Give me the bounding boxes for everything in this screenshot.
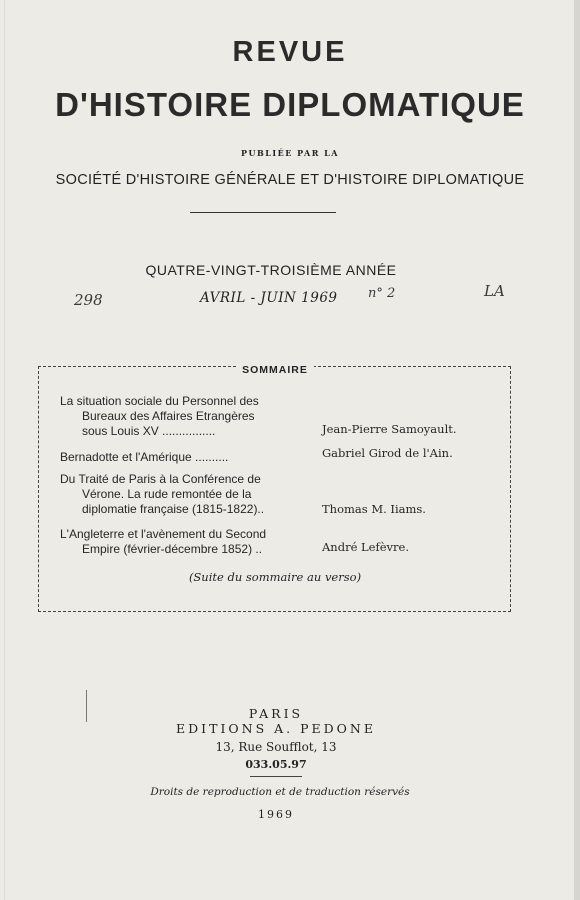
issue-date: AVRIL - JUIN 1969 [200,290,338,306]
rights-notice: Droits de reproduction et de traduction réservés [150,786,410,798]
handwritten-number: 298 [74,291,103,309]
header-rule [190,212,336,213]
toc-author-1: Jean-Pierre Samoyault. [322,422,457,436]
toc-label [0,358,550,377]
footer-rule [250,776,302,777]
toc-entry-line: La situation sociale du Personnel des [60,394,259,408]
volume-year: QUATRE-VINGT-TROISIÈME ANNÉE [145,262,397,278]
journal-title-line1: REVUE [232,36,348,68]
toc-entry-1 [60,394,259,439]
toc-entry-4 [60,527,266,557]
toc-entry-2 [60,450,228,465]
toc-entry-3 [60,472,264,517]
publisher-address: 13, Rue Soufflot, 13 [215,740,337,754]
publisher-city: PARIS [248,706,304,721]
journal-title-line2: D'HISTOIRE DIPLOMATIQUE [55,86,525,123]
published-by: PUBLIÉE PAR LA [240,148,339,158]
toc-author-2: Gabriel Girod de l'Ain. [322,446,453,460]
toc-entry-line: diplomatie française (1815-1822).. [82,502,265,516]
handwritten-issue-number: n° 2 [368,286,396,301]
toc-entry-line: Empire (février-décembre 1852) .. [82,542,263,556]
toc-continued-note: (Suite du sommaire au verso) [188,570,362,584]
society-name: SOCIÉTÉ D'HISTOIRE GÉNÉRALE ET D'HISTOIRE DIPLOMATIQUE [55,172,525,188]
toc-entry-line: L'Angleterre et l'avènement du Second [60,527,267,541]
toc-entry-line: Bureaux des Affaires Etrangères [82,409,255,423]
toc-entry-line: sous Louis XV ................ [82,424,216,438]
page-edge-shadow [574,0,580,900]
publisher-name: EDITIONS A. PEDONE [176,721,376,736]
toc-author-4: André Lefèvre. [322,540,409,554]
toc-author-3: Thomas M. Iiams. [322,502,426,516]
toc-entry-line: Vérone. La rude remontée de la [82,487,252,501]
toc-entry-line: Du Traité de Paris à la Conférence de [60,472,261,486]
handwritten-initials: LA [484,282,505,300]
publisher-phone: 033.05.97 [245,758,307,771]
publication-year: 1969 [258,808,294,821]
toc-entry-line: Bernadotte et l'Amérique .......... [60,450,229,464]
toc-label-text: SOMMAIRE [236,364,314,376]
